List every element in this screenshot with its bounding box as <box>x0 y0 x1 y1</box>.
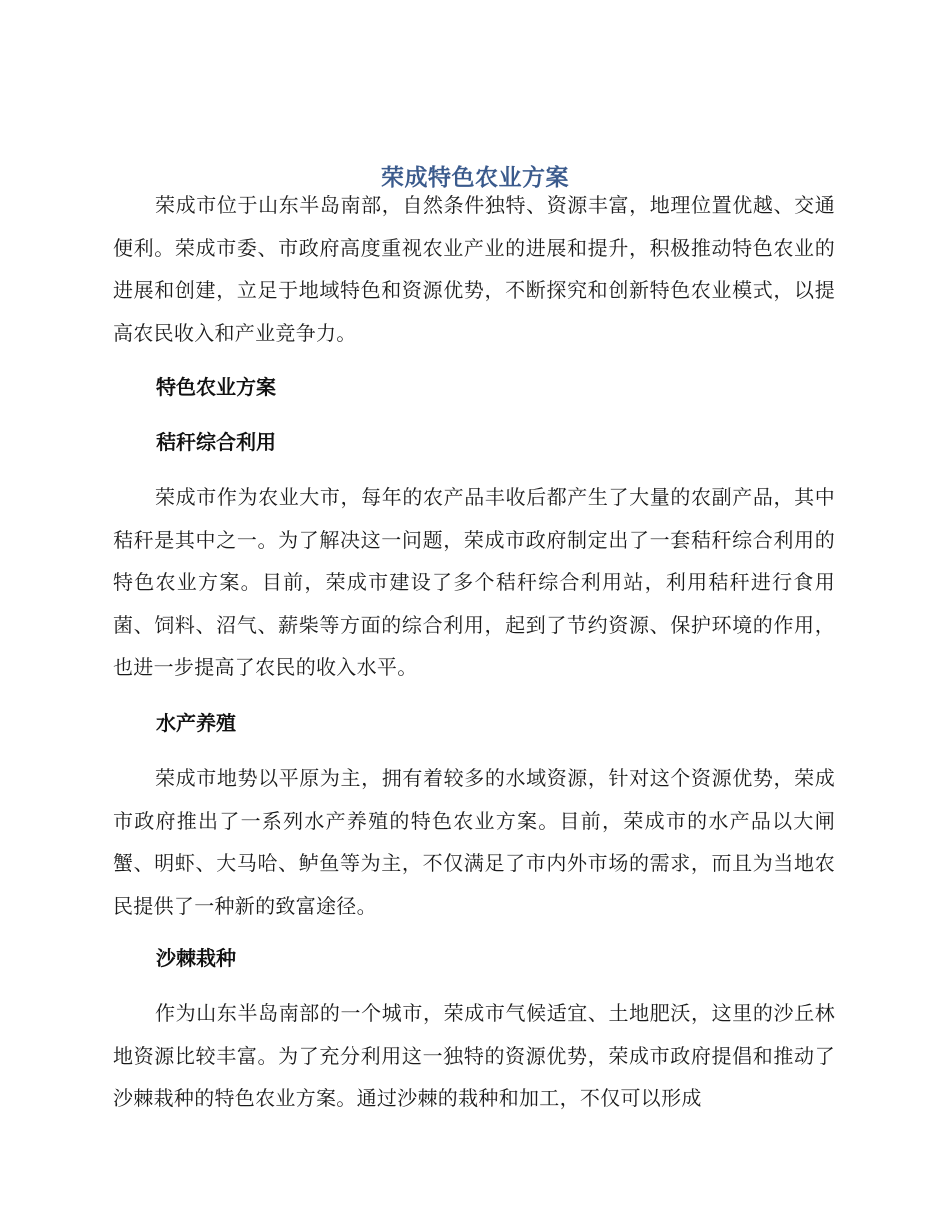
section-heading-straw: 秸秆综合利用 <box>156 430 276 454</box>
section-body-straw: 荣成市作为农业大市，每年的农产品丰收后都产生了大量的农副产品，其中秸秆是其中之一。为了解决这一问题，荣成市政府制定出了一套秸秆综合利用的特色农业方案。目前，荣成市建设了多个秸秆综合利用站，利用秸秆进行食用菌、饲料、沼气、薪柴等方面的综合利用，起到了节约资源、保护环境的作用，也进一步提高了农民的收入水平。 <box>113 485 835 679</box>
section-heading-aquaculture: 水产养殖 <box>156 711 236 735</box>
section-body-aquaculture: 荣成市地势以平原为主，拥有着较多的水域资源，针对这个资源优势，荣成市政府推出了一系列水产养殖的特色农业方案。目前，荣成市的水产品以大闸蟹、明虾、大马哈、鲈鱼等为主，不仅满足了市内外市场的需求，而且为当地农民提供了一种新的致富途径。 <box>113 766 835 918</box>
intro-paragraph: 荣成市位于山东半岛南部，自然条件独特、资源丰富，地理位置优越、交通便利。荣成市委、市政府高度重视农业产业的进展和提升，积极推动特色农业的进展和创建，立足于地域特色和资源优势，不断探究和创新特色农业模式，以提高农民收入和产业竞争力。 <box>113 193 835 345</box>
section-body-seabuckthorn: 作为山东半岛南部的一个城市，荣成市气候适宜、土地肥沃，这里的沙丘林地资源比较丰富。为了充分利用这一独特的资源优势，荣成市政府提倡和推动了沙棘栽种的特色农业方案。通过沙棘的栽种和加工，不仅可以形成 <box>113 1001 835 1110</box>
section-heading-seabuckthorn: 沙棘栽种 <box>156 946 236 970</box>
section-heading: 特色农业方案 <box>156 375 276 399</box>
document-title: 荣成特色农业方案 <box>381 165 569 192</box>
